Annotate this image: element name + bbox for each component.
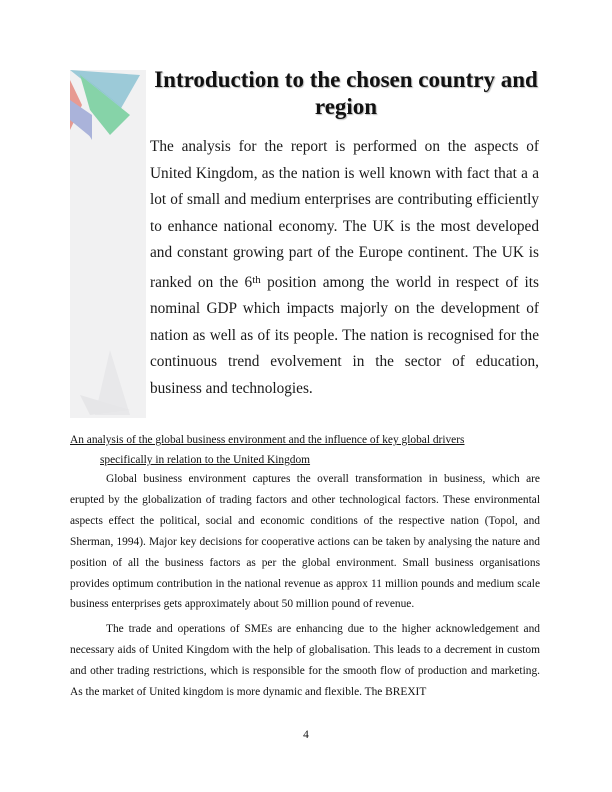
decorative-shapes-icon [70,70,146,418]
page-title: Introduction to the chosen country and region [154,67,538,119]
intro-paragraph [150,134,539,402]
section-heading [70,430,540,470]
section-heading-line1: An analysis of the global business environment and the influence of key global drivers [70,434,465,446]
intro-superscript: th [252,273,261,286]
intro-text: The analysis for the report is performed on the aspects of United Kingdom, as the nation is well known with fact that a a lot of small and medium enterprises are contributing efficiently to enhance national economy. The UK is the most developed and constant growing part of the Europe continent. The UK is ranked on the 6 [150,138,539,291]
page-number: 4 [303,729,309,741]
decorative-sidebar [70,70,146,418]
section-heading-line2: specifically in relation to the United Kingdom [100,454,311,466]
body-text [70,469,540,703]
intro-text-cont: position among the world in respect of its nominal GDP which impacts majorly on the development of nation as well as of its people. The nation is recognised for the continuous trend evolvement in the sector of education, business and technologies. [150,273,539,397]
body-paragraph: Global business environment captures the overall transformation in business, which are erupted by the globalization of trading factors and other technological factors. These environmental aspects effect the political, social and economic conditions of the respective nation (Topol, and Sherman, 1994). Major key decisions for cooperative actions can be taken by analysing the nature and position of all the business factors as per the global environment. Small business organisations provides optimum contribution in the national revenue as approx 11 million pounds and medium scale business enterprises gets approximately about 50 million pound of revenue. [70,473,540,611]
body-paragraph: The trade and operations of SMEs are enhancing due to the higher acknowledgement and necessary aids of United Kingdom with the help of globalisation. This leads to a decrement in custom and other trading restrictions, which is responsible for the smooth flow of production and marketing. As the market of United kingdom is more dynamic and flexible. The BREXIT [70,623,540,699]
